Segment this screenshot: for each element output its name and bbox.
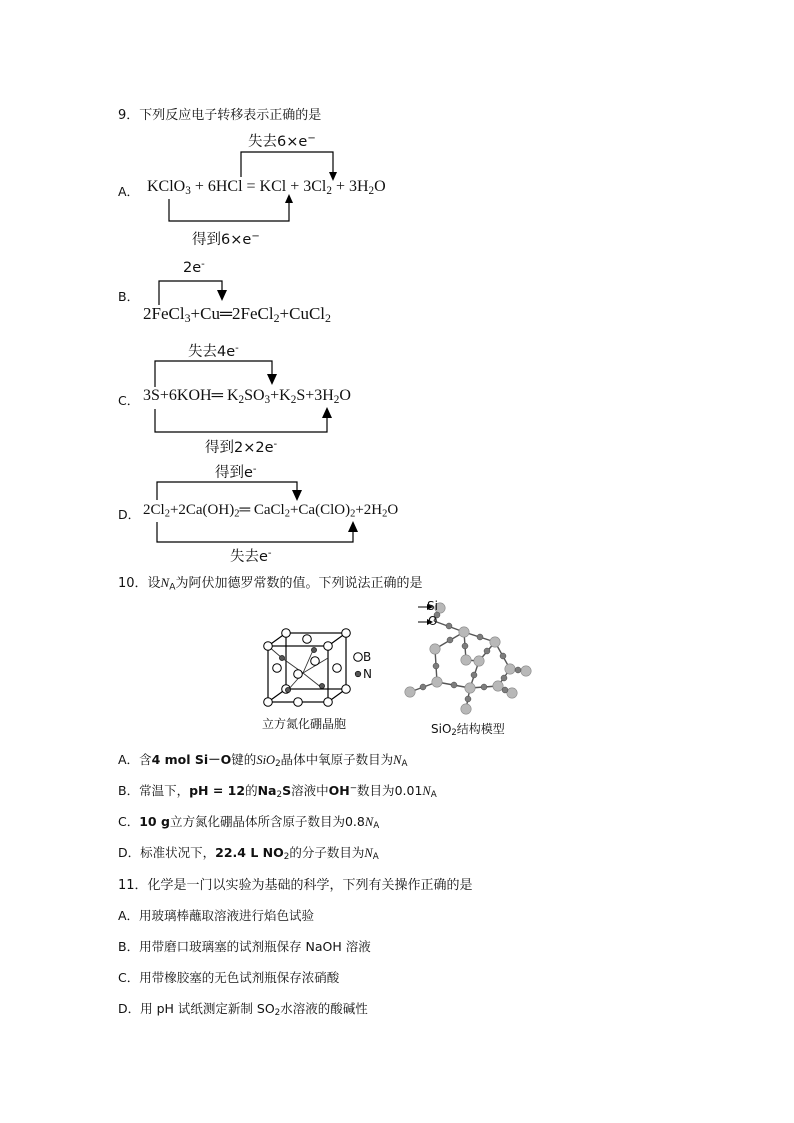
c-bottom-label: 得到2×2e-	[205, 438, 278, 456]
a-bottom-arrow	[169, 199, 289, 221]
q10-option-a: A．含4 mol Si－O键的SiO$_2$晶体中氧原子数目为$N_A$	[118, 752, 408, 770]
q10-stem: 10．设$N_A$为阿伏加德罗常数的值。下列说法正确的是	[118, 575, 423, 593]
q11-option-c: C．用带橡胶塞的无色试剂瓶保存浓硝酸	[118, 970, 340, 985]
legend-b-label: B	[363, 650, 372, 664]
q9-option-b-label: B．	[118, 289, 140, 304]
q9-stem: 9．下列反应电子转移表示正确的是	[118, 108, 322, 123]
a-top-arrow	[241, 152, 333, 177]
c-top-label: 失去4e-	[188, 342, 239, 360]
q11-option-b: B．用带磨口玻璃塞的试剂瓶保存 NaOH 溶液	[118, 939, 371, 954]
q10-option-b: B．常温下，pH = 12的$Na_2S$溶液中OH−数目为$0.01N_A$	[118, 783, 437, 801]
c-top-arrow	[155, 361, 272, 387]
legend-o-label: O	[428, 614, 438, 628]
boron-nitride-caption: 立方氮化硼晶胞	[262, 717, 347, 731]
b-top-label: 2e-	[183, 258, 205, 276]
q9-option-a-label: A．	[118, 184, 140, 199]
b-arrow	[159, 281, 222, 305]
q10-option-c: C．10 g立方氮化硼晶体所含原子数目为$0.8N_A$	[118, 814, 380, 832]
q11-option-d: D．用 pH 试纸测定新制 $SO_2$水溶液的酸碱性	[118, 1001, 368, 1019]
q11-option-a: A．用玻璃棒蘸取溶液进行焰色试验	[118, 908, 315, 923]
sio2-caption: SiO$_2$结构模型	[431, 722, 505, 738]
d-bottom-label: 失去e-	[230, 547, 272, 565]
legend-n-label: N	[363, 667, 372, 681]
q9-option-c-equation: 3S+6KOH═ $K_2SO_3+K_2S+3H_2O$	[143, 387, 351, 406]
q9-option-b-equation: 2FeCl$_3$+Cu═2FeCl$_2$+CuCl$_2$	[143, 304, 331, 325]
q9-option-d-equation: $2Cl_2+2Ca(OH)_2═$ $CaCl_2+Ca(ClO)_2+2H_2O$	[143, 502, 399, 520]
a-bottom-label: 得到6×e−	[192, 230, 260, 248]
legend-si-label: Si	[427, 599, 438, 613]
d-bottom-arrow	[157, 522, 353, 542]
q9-option-c-label: C．	[118, 393, 140, 408]
d-top-arrow	[157, 482, 297, 500]
a-top-label: 失去6×e−	[248, 132, 316, 150]
c-bottom-arrow	[155, 409, 327, 432]
q11-stem: 11．化学是一门以实验为基础的科学，下列有关操作正确的是	[118, 878, 473, 893]
q9-option-d-label: D．	[118, 507, 141, 522]
boron-nitride-cell-figure	[258, 628, 378, 708]
q10-option-d: D．标准状况下，22.4 L $NO_2$的分子数目为$N_A$	[118, 845, 379, 863]
d-top-label: 得到e-	[215, 463, 257, 481]
sio2-structure-figure	[398, 596, 538, 716]
q9-option-a-equation: KClO$_3$ + 6HCl = KCl + $3Cl_2 + 3H_2O$	[147, 178, 386, 197]
